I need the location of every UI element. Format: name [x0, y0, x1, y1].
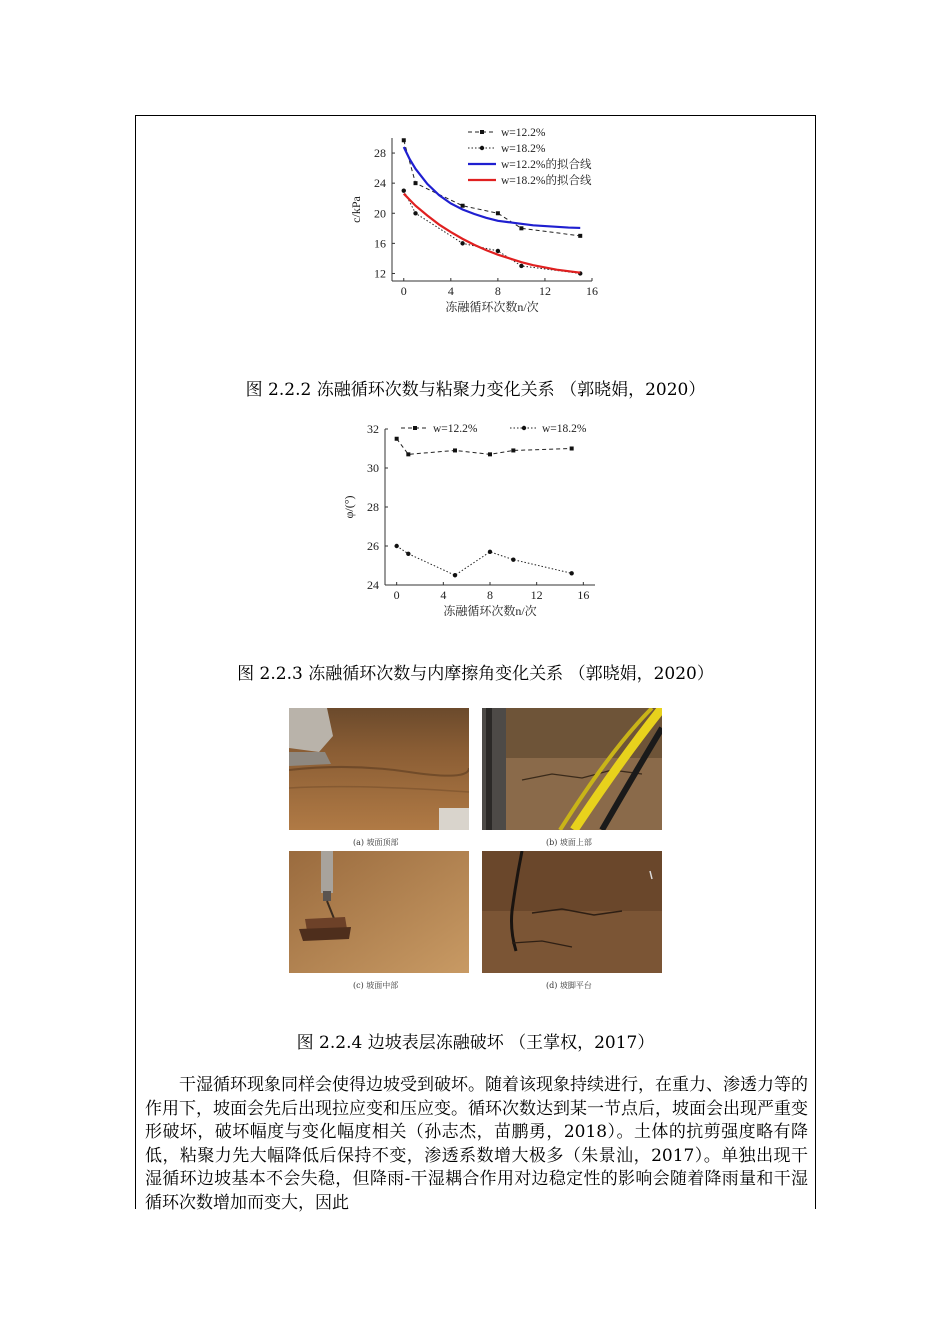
y-tick-label: 16	[374, 236, 386, 251]
legend-marker	[480, 146, 484, 150]
y-tick-label: 30	[367, 461, 379, 475]
x-tick-label: 4	[447, 284, 454, 298]
y-tick-label: 28	[367, 500, 379, 514]
series-line-0	[397, 439, 572, 455]
photo-slope-top	[289, 708, 469, 830]
series-line-3	[404, 194, 580, 273]
photo-slope-toe-platform	[482, 851, 662, 973]
data-point-square	[519, 226, 523, 230]
data-point-circle	[511, 557, 515, 561]
data-point-square	[461, 204, 465, 208]
legend-marker	[522, 426, 526, 430]
photo-label-a: (a) 坡面顶部	[353, 838, 399, 847]
y-tick-label: 20	[374, 206, 386, 221]
y-tick-label: 24	[374, 176, 386, 191]
data-point-square	[496, 211, 500, 215]
data-point-circle	[406, 552, 410, 556]
legend-label-3: w=18.2%的拟合线	[501, 175, 592, 187]
data-point-square	[570, 447, 574, 451]
data-point-circle	[413, 211, 417, 215]
legend-label-2: w=12.2%的拟合线	[501, 159, 592, 171]
photo-slope-middle	[289, 851, 469, 973]
x-axis-title: 冻融循环次数n/次	[443, 604, 537, 618]
x-tick-label: 4	[440, 588, 447, 602]
x-tick-label: 8	[487, 588, 493, 602]
data-point-circle	[569, 571, 573, 575]
x-tick-label: 8	[494, 284, 501, 298]
data-point-circle	[453, 573, 457, 577]
x-tick-label: 0	[400, 284, 407, 298]
data-point-square	[402, 138, 406, 142]
figure-caption-friction: 图 2.2.3 冻融循环次数与内摩擦角变化关系 （郭晓娟，2020）	[237, 664, 714, 684]
y-tick-label: 32	[367, 422, 379, 436]
legend-marker	[413, 426, 417, 430]
photo-label-b: (b) 坡面上部	[546, 838, 592, 847]
y-tick-label: 26	[367, 539, 379, 553]
data-point-circle	[460, 241, 464, 245]
body-paragraph	[145, 1074, 808, 1215]
legend-label-1: w=18.2%	[542, 423, 587, 435]
x-tick-label: 16	[586, 284, 598, 298]
photo-label-d: (d) 坡脚平台	[546, 981, 592, 990]
legend-label-0: w=12.2%	[433, 423, 478, 435]
data-point-square	[488, 452, 492, 456]
data-point-square	[414, 181, 418, 185]
figure-caption-cohesion: 图 2.2.2 冻融循环次数与粘聚力变化关系 （郭晓娟，2020）	[245, 380, 706, 400]
series-line-1	[397, 546, 572, 575]
data-point-circle	[519, 264, 523, 268]
y-axis-title: c/kPa	[349, 196, 363, 223]
photo-slope-upper	[482, 708, 662, 830]
data-point-square	[578, 234, 582, 238]
data-point-square	[395, 437, 399, 441]
data-point-square	[406, 452, 410, 456]
data-point-circle	[402, 188, 406, 192]
figure-caption-photos: 图 2.2.4 边坡表层冻融破坏 （王掌权，2017）	[296, 1033, 655, 1053]
data-point-square	[453, 448, 457, 452]
y-tick-label: 24	[367, 578, 379, 592]
y-tick-label: 12	[374, 266, 386, 281]
y-axis-title: φ/(°)	[342, 495, 356, 519]
legend-label-1: w=18.2%	[501, 143, 546, 155]
x-tick-label: 16	[577, 588, 590, 602]
data-point-circle	[488, 550, 492, 554]
legend-marker	[480, 130, 484, 134]
series-line-1	[404, 191, 580, 274]
y-tick-label: 28	[374, 146, 386, 161]
x-tick-label: 12	[530, 588, 543, 602]
x-tick-label: 12	[538, 284, 551, 298]
cohesion-chart	[335, 118, 625, 338]
data-point-circle	[394, 544, 398, 548]
legend-label-0: w=12.2%	[501, 127, 546, 139]
paragraph-text: 干湿循环现象同样会使得边坡受到破坏。随着该现象持续进行，在重力、渗透力等的作用下，坡面会先后出现拉应变和压应变。循环次数达到某一节点后，坡面会出现严重变形破坏，破坏幅度与变化幅度相关（孙志杰，苗鹏勇，2018）。土体的抗剪强度略有降低，粘聚力先大幅降低后保持不变，渗透系数增大极多（朱景汕，2017）。单独出现干湿循环边坡基本不会失稳，但降雨-干湿耦合作用对边稳定性的影响会随着降雨量和干湿循环次数增加而变大，因此	[145, 1075, 808, 1213]
friction-angle-chart	[335, 412, 625, 624]
data-point-circle	[496, 249, 500, 253]
photo-label-c: (c) 坡面中部	[353, 981, 399, 990]
x-axis-title: 冻融循环次数n/次	[445, 300, 539, 314]
x-tick-label: 0	[393, 588, 400, 602]
data-point-square	[511, 448, 515, 452]
